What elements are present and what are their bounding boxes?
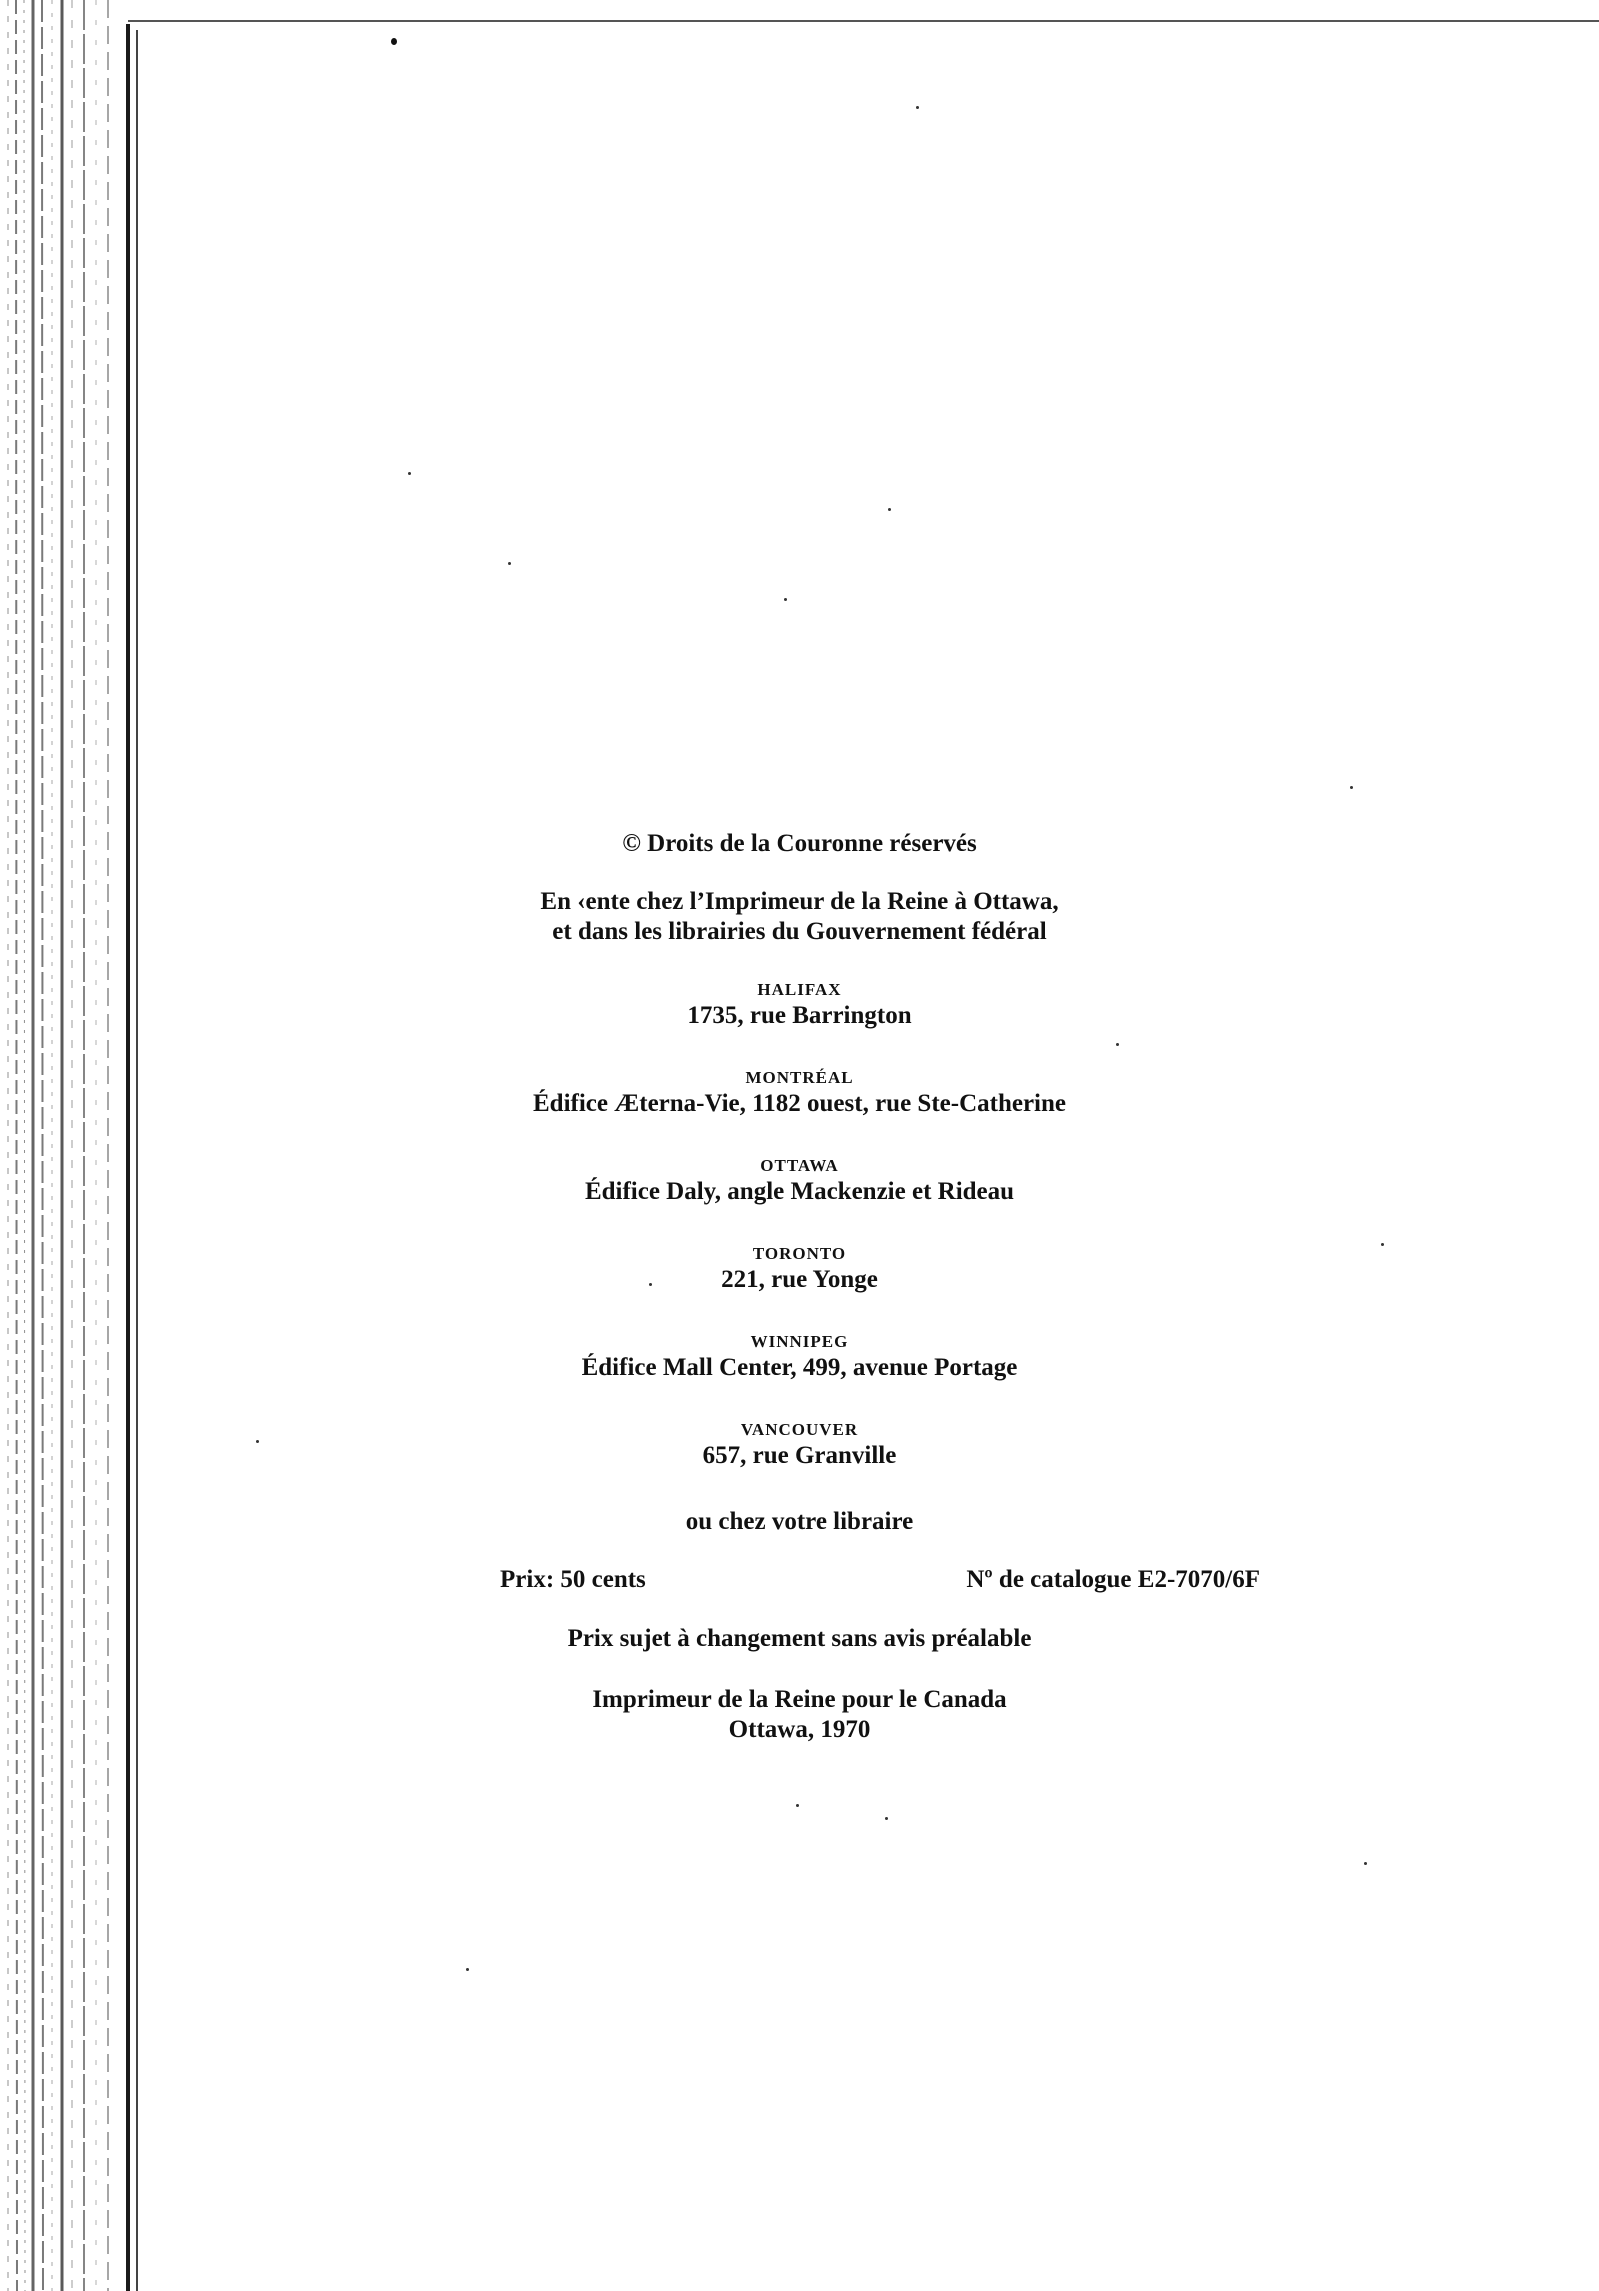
location-city: OTTAWA [760,1156,839,1175]
location-city: MONTRÉAL [745,1068,854,1087]
scan-speck [796,1804,799,1807]
location-ottawa [0,1155,1599,1207]
sales-line-1: En ‹ente chez l’Imprimeur de la Reine à Ottawa, [540,888,1059,915]
location-address: 221, rue Yonge [721,1266,878,1293]
location-toronto [0,1243,1599,1295]
location-address: Édifice Mall Center, 499, avenue Portage [581,1354,1018,1381]
copyright-line: © Droits de la Couronne réservés [622,830,977,857]
location-city: TORONTO [752,1244,847,1263]
bookseller-block [0,1507,1599,1537]
location-winnipeg [0,1331,1599,1383]
scan-speck [1364,1862,1367,1865]
price-notice: Prix sujet à changement sans avis préalable [567,1625,1032,1652]
scan-speck [1350,786,1353,789]
price-notice-block [0,1624,1599,1654]
scan-speck [466,1968,469,1971]
catalogue-number: Nº de catalogue E2-7070/6F [966,1566,1260,1593]
printer-line-1: Imprimeur de la Reine pour le Canada [592,1686,1007,1713]
location-address: 1735, rue Barrington [687,1002,912,1029]
scan-speck [1116,1043,1119,1046]
location-city: VANCOUVER [740,1420,859,1439]
scan-speck [888,508,891,511]
location-halifax [0,979,1599,1031]
bookseller-line: ou chez votre libraire [685,1508,914,1535]
sales-line-2: et dans les librairies du Gouvernement fédéral [552,918,1047,945]
location-address: Édifice Æterna-Vie, 1182 ouest, rue Ste-Catherine [533,1090,1066,1117]
scan-speck [916,106,919,109]
scan-speck [508,562,511,565]
printer-block [0,1685,1599,1745]
price-text: Prix: 50 cents [500,1566,646,1593]
copyright-block [0,829,1599,859]
scan-speck [391,38,397,45]
scan-speck [784,598,787,601]
printer-line-2: Ottawa, 1970 [728,1716,871,1743]
location-address: 657, rue Granville [702,1442,897,1469]
location-address: Édifice Daly, angle Mackenzie et Rideau [584,1178,1015,1205]
location-montreal [0,1067,1599,1119]
scan-speck [408,472,411,475]
location-city: HALIFAX [757,980,842,999]
price-catalogue-row [500,1565,1260,1595]
scan-speck [885,1817,888,1820]
location-city: WINNIPEG [750,1332,849,1351]
location-vancouver [0,1419,1599,1471]
sales-block [0,887,1599,947]
page-top-edge [128,20,1599,22]
